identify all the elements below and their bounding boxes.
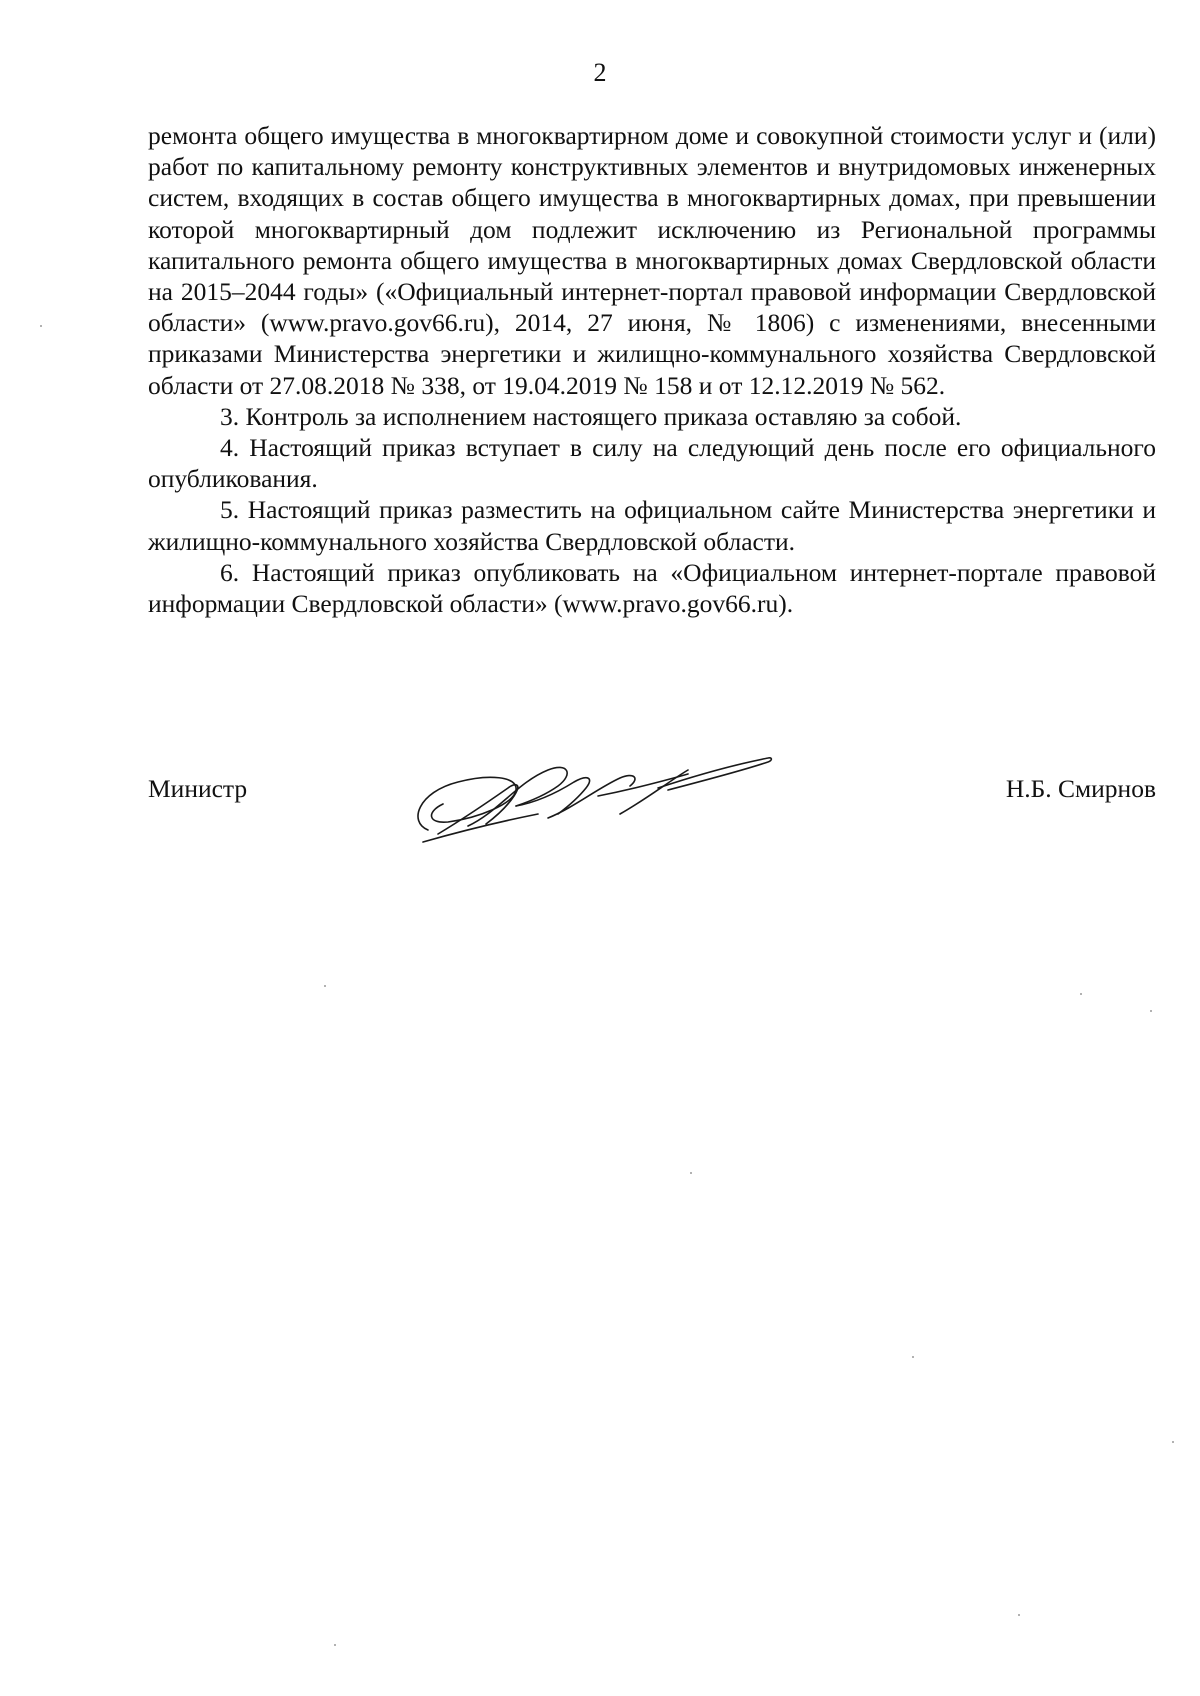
scan-speck bbox=[912, 1356, 914, 1358]
handwritten-signature-icon bbox=[398, 752, 778, 852]
paragraph-continuation: ремонта общего имущества в многоквартирном доме и совокупной стоимости услуг и (или) работ по капитальному ремонту конструктивных элементов и внутридомовых инженерных систем, входящих в состав общего имущества в многоквартирных домах, при превышении которой многоквартирный дом подлежит исключению из Региональной программы капитального ремонта общего имущества в многоквартирных домах Свердловской области на 2015–2044 годы» («Официальный интернет-портал правовой информации Свердловской области» (www.pravo.gov66.ru), 2014, 27 июня, № 1806) с изменениями, внесенными приказами Министерства энергетики и жилищно-коммунального хозяйства Свердловской области от 27.08.2018 № 338, от 19.04.2019 № 158 и от 12.12.2019 № 562. bbox=[148, 121, 1156, 400]
document-body bbox=[148, 120, 1156, 619]
scan-speck bbox=[690, 1172, 692, 1174]
scan-speck bbox=[1172, 1441, 1174, 1443]
page-number: 2 bbox=[593, 58, 607, 87]
signer-name: Н.Б. Смирнов bbox=[1005, 774, 1156, 803]
paragraph-item-4: 4. Настоящий приказ вступает в силу на следующий день после его официального опубликования. bbox=[148, 433, 1156, 494]
paragraph-item-5: 5. Настоящий приказ разместить на официальном сайте Министерства энергетики и жилищно-коммунального хозяйства Свердловской области. bbox=[148, 495, 1156, 556]
scan-speck bbox=[334, 1644, 336, 1646]
signer-title: Министр bbox=[148, 774, 248, 803]
paragraph-item-3: 3. Контроль за исполнением настоящего приказа оставляю за собой. bbox=[220, 401, 962, 431]
scan-speck bbox=[1150, 1010, 1152, 1012]
scan-speck bbox=[40, 325, 42, 327]
scan-speck bbox=[324, 985, 326, 987]
signature-block bbox=[148, 760, 1156, 880]
paragraph-item-6: 6. Настоящий приказ опубликовать на «Официальном интернет-портале правовой информации Свердловской области» (www.pravo.gov66.ru). bbox=[148, 557, 1156, 619]
scan-speck bbox=[1018, 1614, 1020, 1616]
scan-speck bbox=[1080, 993, 1082, 995]
